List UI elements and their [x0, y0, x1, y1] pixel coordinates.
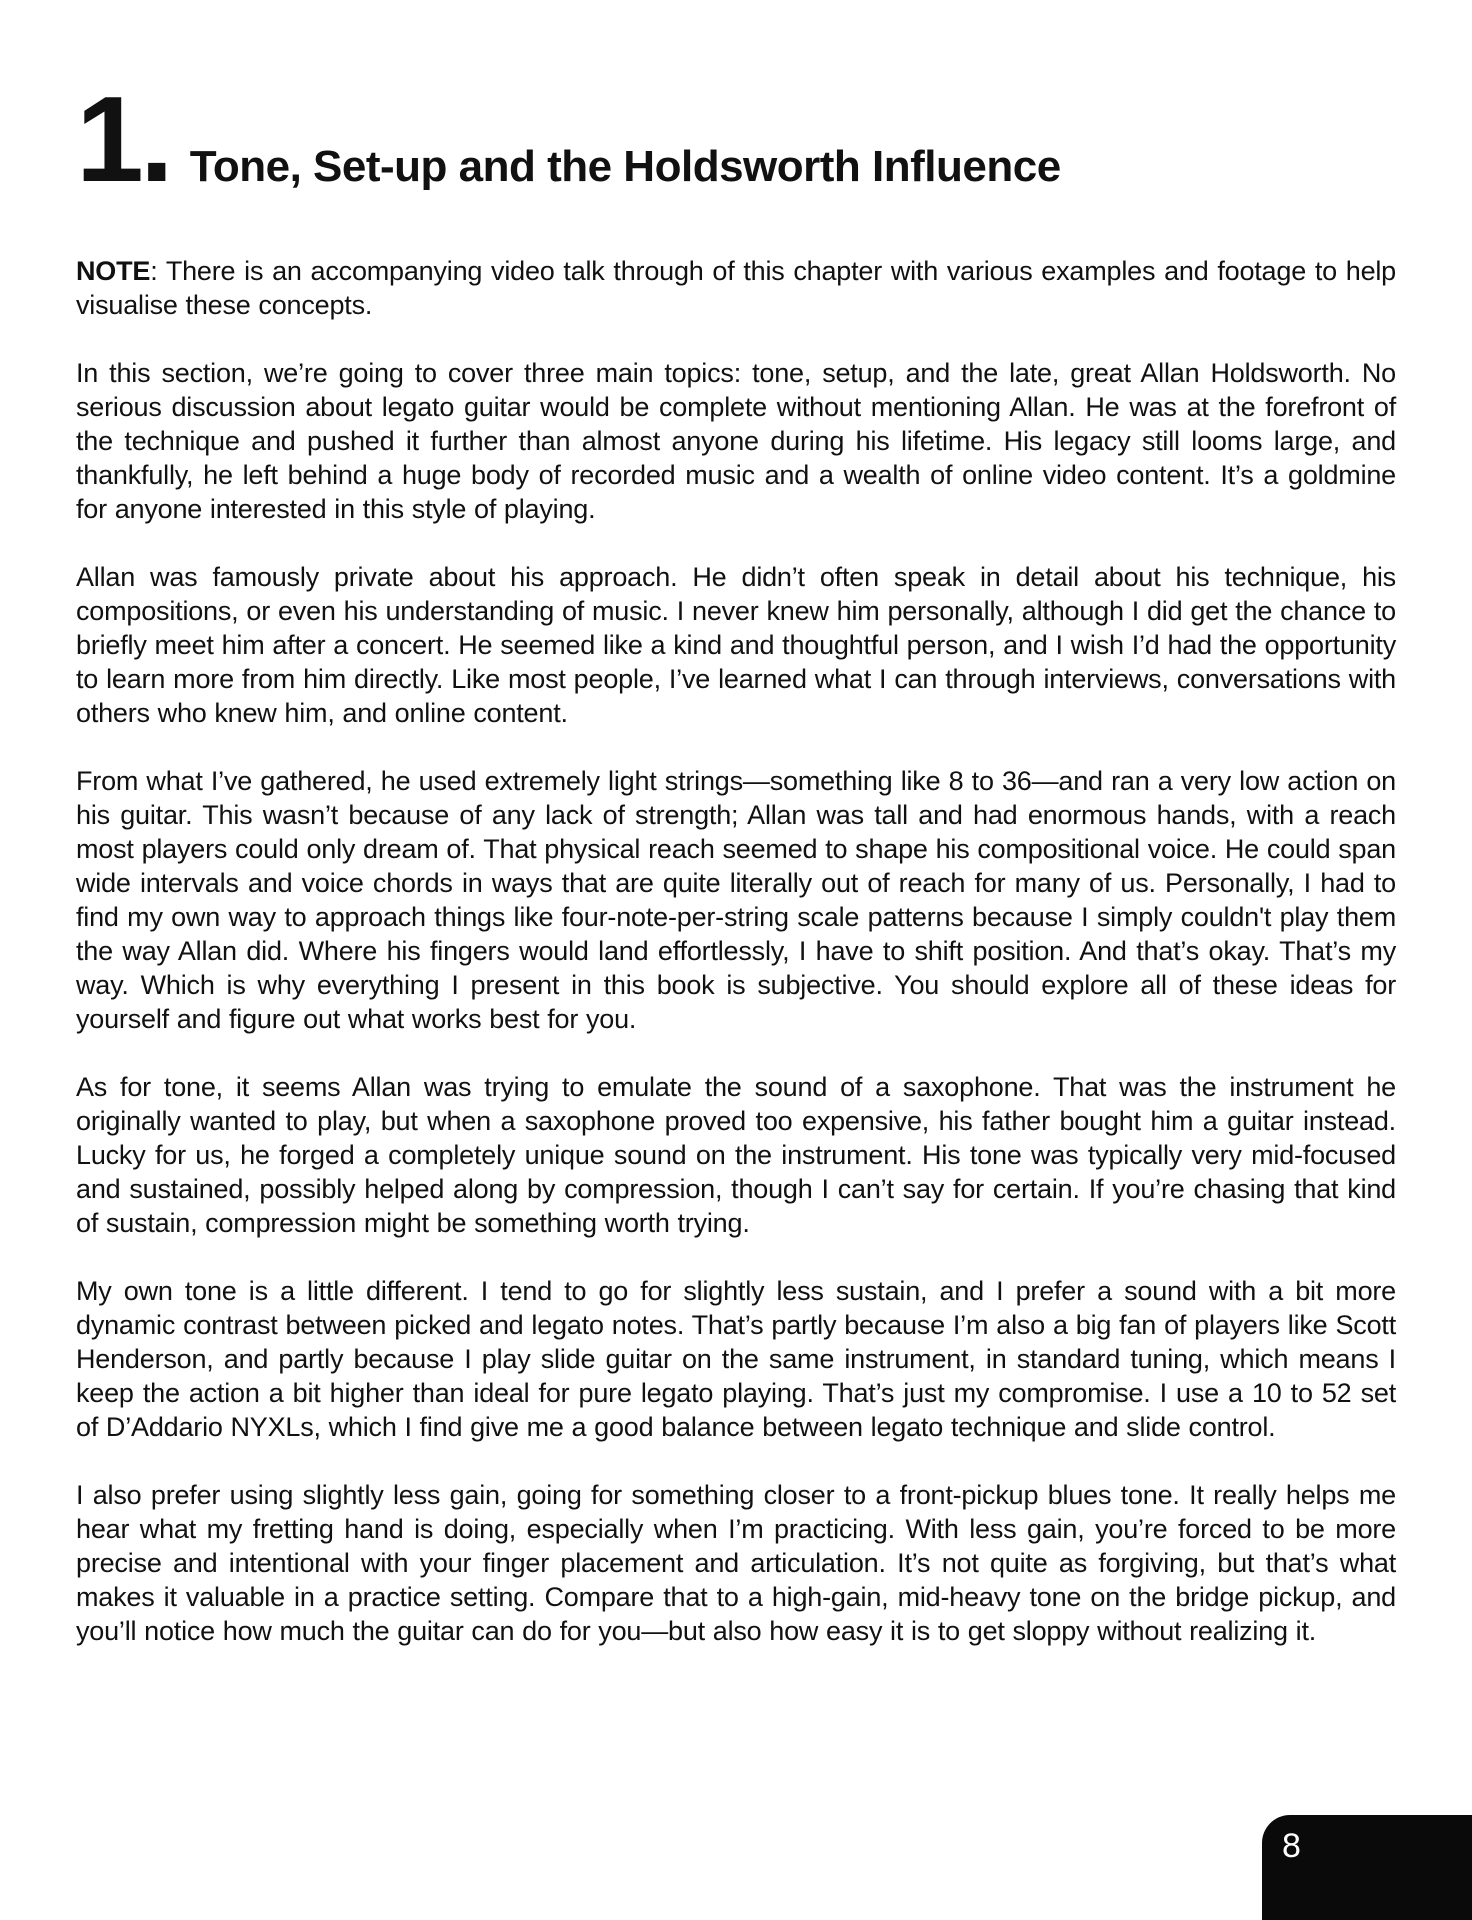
note-paragraph — [76, 254, 1396, 322]
body-text — [76, 254, 1396, 1648]
page-number: 8 — [1282, 1827, 1301, 1865]
chapter-number: 1. — [76, 71, 170, 207]
note-label: NOTE — [76, 256, 151, 286]
paragraph-strings-setup: From what I’ve gathered, he used extremely light strings—something like 8 to 36—and ran a very low action on his guitar. This wasn’t because of any lack of strength; Allan was tall and had enormous hands, with a reach most players could only dream of. That physical reach seemed to shape his compositional voice. He could span wide intervals and voice chords in ways that are quite literally out of reach for many of us. Personally, I had to find my own way to approach things like four-note-per-string scale patterns because I simply couldn't play them the way Allan did. Where his fingers would land effortlessly, I have to shift position. And that’s okay. That’s my way. Which is why everything I present in this book is subjective. You should explore all of these ideas for yourself and figure out what works best for you. — [76, 766, 1396, 1034]
paragraph-less-gain: I also prefer using slightly less gain, going for something closer to a front-pickup blues tone. It really helps me hear what my fretting hand is doing, especially when I’m practicing. With less gain, you’re forced to be more precise and intentional with your finger placement and articulation. It’s not quite as forgiving, but that’s what makes it valuable in a practice setting. Compare that to a high-gain, mid-heavy tone on the bridge pickup, and you’ll notice how much the guitar can do for you—but also how easy it is to get sloppy without realizing it. — [76, 1480, 1396, 1646]
page-content — [76, 0, 1396, 1682]
chapter-heading — [76, 71, 1396, 207]
chapter-title: Tone, Set-up and the Holdsworth Influence — [189, 142, 1061, 191]
page-number-tab — [1262, 1815, 1472, 1920]
paragraph-tone-saxophone: As for tone, it seems Allan was trying to emulate the sound of a saxophone. That was the instrument he originally wanted to play, but when a saxophone proved too expensive, his father bought him a guitar instead. Lucky for us, he forged a completely unique sound on the instrument. His tone was typically very mid-focused and sustained, possibly helped along by compression, though I can’t say for certain. If you’re chasing that kind of sustain, compression might be something worth trying. — [76, 1072, 1396, 1238]
paragraph-allan-private: Allan was famously private about his approach. He didn’t often speak in detail about his technique, his compositions, or even his understanding of music. I never knew him personally, although I did get the chance to briefly meet him after a concert. He seemed like a kind and thoughtful person, and I wish I’d had the opportunity to learn more from him directly. Like most people, I’ve learned what I can through interviews, conversations with others who knew him, and online content. — [76, 562, 1396, 728]
paragraph-intro: In this section, we’re going to cover three main topics: tone, setup, and the late, great Allan Holdsworth. No serious discussion about legato guitar would be complete without mentioning Allan. He was at the forefront of the technique and pushed it further than almost anyone during his lifetime. His legacy still looms large, and thankfully, he left behind a huge body of recorded music and a wealth of online video content. It’s a goldmine for anyone interested in this style of playing. — [76, 358, 1396, 524]
paragraph-own-tone: My own tone is a little different. I tend to go for slightly less sustain, and I prefer a sound with a bit more dynamic contrast between picked and legato notes. That’s partly because I’m also a big fan of players like Scott Henderson, and partly because I play slide guitar on the same instrument, in standard tuning, which means I keep the action a bit higher than ideal for pure legato playing. That’s just my compromise. I use a 10 to 52 set of D’Addario NYXLs, which I find give me a good balance between legato technique and slide control. — [76, 1276, 1396, 1442]
note-text: : There is an accompanying video talk through of this chapter with various examples and footage to help visualise these concepts. — [76, 256, 1396, 320]
